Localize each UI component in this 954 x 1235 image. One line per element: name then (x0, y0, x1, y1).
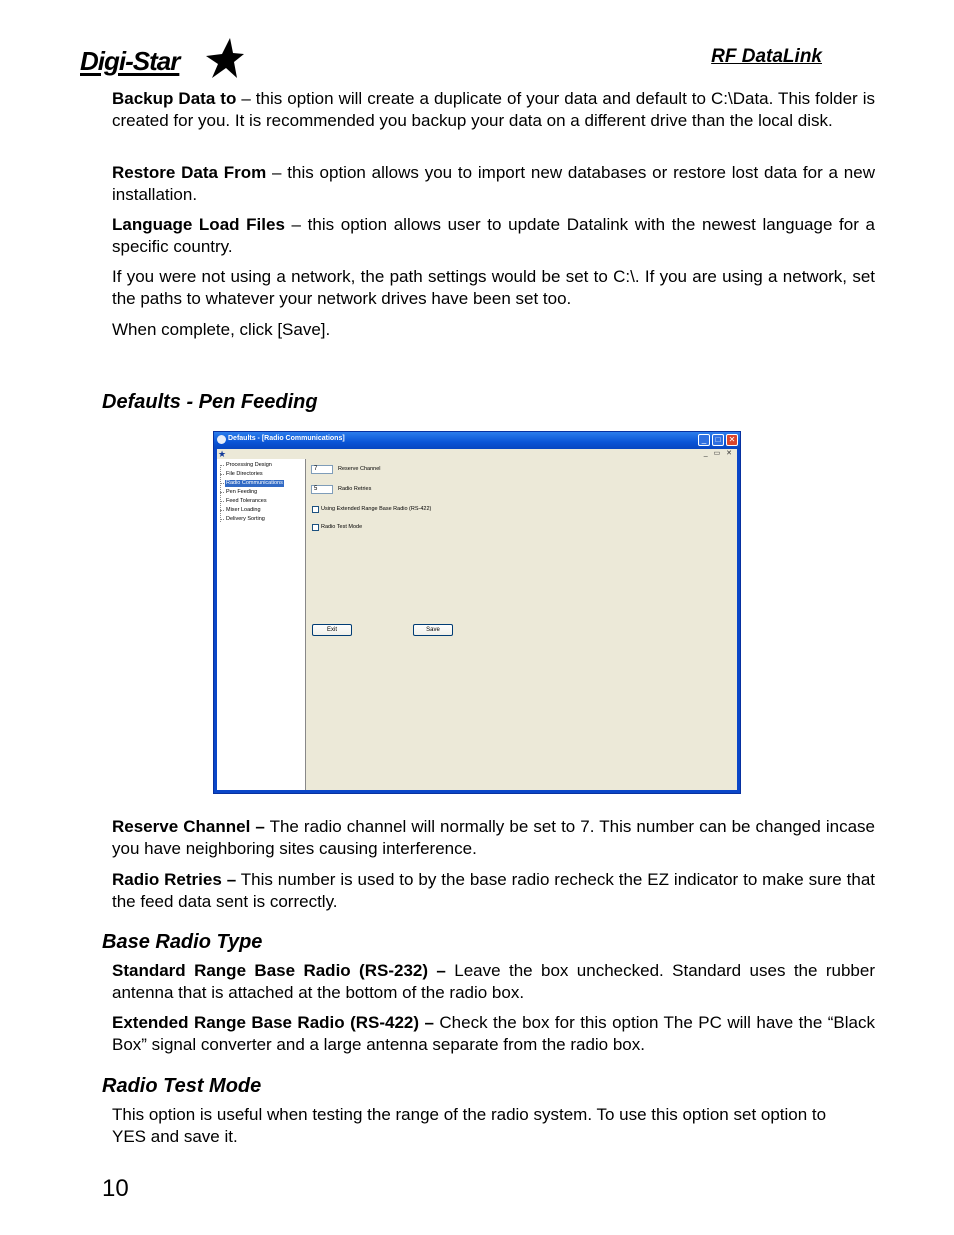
extended-range-paragraph (112, 1012, 875, 1056)
description: – this option allows user to update Datalink with the newest language for a specific country. (112, 215, 875, 256)
reserve-channel-label: Reserve Channel (338, 466, 381, 472)
window-body (217, 459, 737, 790)
radio-retries-input[interactable]: 5 (311, 485, 333, 494)
reserve-channel-input[interactable]: 7 (311, 465, 333, 474)
description: If you were not using a network, the path settings would be set to C:\. If you are using a network, set the paths to whatever your network drives have been set too. (112, 267, 875, 308)
extended-range-checkbox[interactable] (312, 506, 319, 513)
tree-item-pen-feeding[interactable]: Pen Feeding (226, 489, 258, 495)
settings-tree (217, 459, 306, 790)
radio-test-mode-label: Radio Test Mode (321, 524, 363, 530)
term: Reserve Channel – (112, 817, 265, 836)
digi-star-logo (80, 38, 245, 82)
tree-item-file-directories[interactable]: File Directories (226, 471, 263, 477)
logo-text: Digi-Star (80, 46, 180, 76)
term: Backup Data to (112, 89, 237, 108)
description: The radio channel will normally be set to 7. This number can be changed incase you have neighboring sites causing interference. (112, 817, 875, 858)
radio-retries-label: Radio Retries (338, 486, 372, 492)
tree-item-processing-design[interactable]: Processing Design (226, 462, 272, 468)
app-icon (217, 435, 226, 444)
maximize-button[interactable]: □ (712, 434, 724, 446)
restore-data-paragraph (112, 162, 875, 206)
network-paragraph (112, 266, 875, 310)
backup-data-paragraph (112, 88, 875, 132)
defaults-window-screenshot (213, 431, 741, 794)
reserve-channel-paragraph (112, 816, 875, 860)
minimize-button[interactable]: _ (698, 434, 710, 446)
page-number: 10 (102, 1175, 129, 1202)
radio-test-mode-checkbox[interactable] (312, 524, 319, 531)
tree-item-delivery-sorting[interactable]: Delivery Sorting (226, 516, 265, 522)
section-heading-radio-test-mode: Radio Test Mode (102, 1075, 262, 1097)
radio-retries-paragraph (112, 869, 875, 913)
description: Leave the box unchecked. Standard uses the rubber antenna that is attached at the bottom of the radio box. (112, 961, 875, 1002)
term: Restore Data From (112, 163, 267, 182)
description: When complete, click [Save]. (112, 320, 331, 339)
term: Extended Range Base Radio (RS-422) – (112, 1013, 434, 1032)
window-title: Defaults - [Radio Communications] (228, 435, 345, 442)
term: Language Load Files (112, 215, 285, 234)
star-icon (200, 38, 244, 80)
description: This number is used to by the base radio recheck the EZ indicator to make sure that the feed data sent is correctly. (112, 870, 876, 911)
exit-button[interactable]: Exit (312, 624, 352, 636)
description: – this option allows you to import new databases or restore lost data for a new installation. (112, 163, 875, 204)
tree-item-radio-communications[interactable]: Radio Communications (226, 480, 283, 486)
close-button[interactable]: ✕ (726, 434, 738, 446)
description: Check the box for this option The PC will have the “Black Box” signal converter and a large antenna separate from the radio box. (112, 1013, 875, 1054)
radio-test-mode-paragraph: This option is useful when testing the range of the radio system. To use this option set option to YES and save it. (112, 1105, 827, 1146)
menu-bar (217, 449, 737, 459)
term: Radio Retries – (112, 870, 237, 889)
star-menu-icon[interactable]: ★ (218, 449, 227, 459)
section-heading-pen-feeding: Defaults - Pen Feeding (102, 391, 318, 413)
description: – this option will create a duplicate of your data and default to C:\Data. This folder is created for you. It is recommended you backup your data on a different drive than the local disk. (112, 89, 875, 130)
language-files-paragraph (112, 214, 875, 258)
tree-item-mixer-loading[interactable]: Mixer Loading (226, 507, 261, 513)
mdi-controls[interactable]: _ ▭ ✕ (703, 450, 734, 457)
extended-range-label: Using Extended Range Base Radio (RS-422) (321, 506, 432, 512)
save-button[interactable]: Save (413, 624, 453, 636)
tree-item-feed-tolerances[interactable]: Feed Tolerances (226, 498, 267, 504)
term: Standard Range Base Radio (RS-232) – (112, 961, 446, 980)
save-instruction-paragraph (112, 319, 875, 341)
standard-range-paragraph (112, 960, 875, 1004)
section-heading-base-radio-type: Base Radio Type (102, 931, 263, 953)
document-title: RF DataLink (711, 46, 822, 67)
window-titlebar (214, 432, 740, 449)
